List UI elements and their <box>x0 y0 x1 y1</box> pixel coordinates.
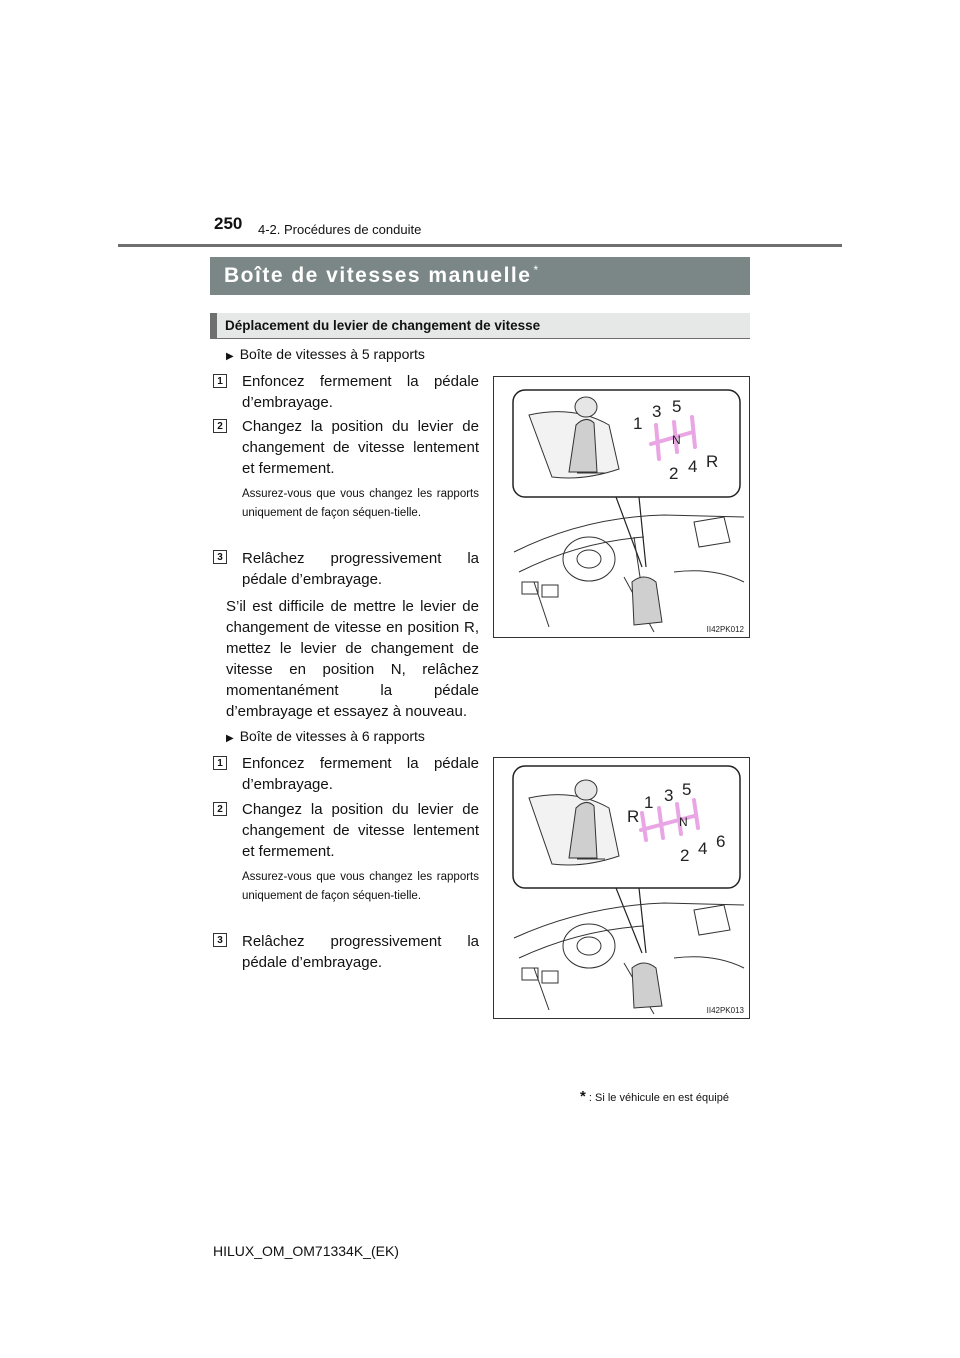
gear-label: 5 <box>672 397 682 416</box>
step-note: Assurez-vous que vous changez les rapports uniquement de façon séquen-tielle. <box>242 871 479 902</box>
page-title: Boîte de vitesses manuelle * <box>224 263 540 287</box>
document-code: HILUX_OM_OM71334K_(EK) <box>213 1243 399 1259</box>
footnote-marker: * <box>533 263 540 277</box>
step-text: Enfoncez fermement la pédale d’embrayage. <box>242 755 479 793</box>
reverse-tip: S’il est difficile de mettre le levier de changement de vitesse en position R, mettez le levier de changement de vitesse en position N, relâchez momentanément la pédale d’embrayage et essayez à nouveau. <box>226 598 479 720</box>
shift-pattern-diagram <box>494 758 751 1020</box>
section-label: 4-2. Procédures de conduite <box>258 222 422 237</box>
footnote-marker: * <box>580 1088 586 1105</box>
gear-label: 6 <box>716 832 726 851</box>
step-number: 1 <box>213 374 227 388</box>
footnote: * : Si le véhicule en est équipé <box>580 1088 729 1105</box>
figure-code: II42PK012 <box>706 625 744 634</box>
page-number: 250 <box>214 214 243 233</box>
gear-label: 3 <box>652 402 662 421</box>
header-rule <box>118 244 842 247</box>
step-note: Assurez-vous que vous changez les rapports uniquement de façon séquen-tielle. <box>242 488 479 519</box>
gear-label: 4 <box>698 839 708 858</box>
step-text: Enfoncez fermement la pédale d’embrayage. <box>242 373 479 411</box>
subsection-accent <box>210 313 217 338</box>
gear-label: 4 <box>688 457 698 476</box>
gear-label: N <box>672 433 681 447</box>
step-number: 1 <box>213 756 227 770</box>
gear-label: 5 <box>682 780 692 799</box>
step-number: 2 <box>213 802 227 816</box>
triangle-bullet-icon: ▶ <box>226 733 234 744</box>
five-speed-heading: ▶ Boîte de vitesses à 5 rapports <box>226 346 425 362</box>
step-number: 2 <box>213 419 227 433</box>
gear-label: R <box>706 452 719 471</box>
gear-label: N <box>679 815 688 829</box>
six-speed-heading: ▶ Boîte de vitesses à 6 rapports <box>226 728 425 744</box>
subsection-title: Déplacement du levier de changement de vitesse <box>225 318 541 333</box>
gear-label: 1 <box>633 414 643 433</box>
subsection-bar <box>210 313 750 339</box>
five-speed-illustration <box>493 376 750 638</box>
gear-label: 1 <box>644 793 654 812</box>
step-number: 3 <box>213 550 227 564</box>
title-bar <box>210 257 750 295</box>
six-speed-illustration <box>493 757 750 1019</box>
shift-pattern-diagram <box>494 377 751 639</box>
triangle-bullet-icon: ▶ <box>226 351 234 362</box>
step-text: Relâchez progressivement la pédale d’embrayage. <box>242 933 479 971</box>
gear-label: 2 <box>669 464 679 483</box>
gear-label: 2 <box>680 846 690 865</box>
figure-code: II42PK013 <box>706 1006 744 1015</box>
step-text: Changez la position du levier de changement de vitesse lentement et fermement. <box>242 801 479 860</box>
gear-label: R <box>627 807 640 826</box>
step-text: Changez la position du levier de changement de vitesse lentement et fermement. <box>242 418 479 477</box>
step-text: Relâchez progressivement la pédale d’embrayage. <box>242 550 479 588</box>
step-number: 3 <box>213 933 227 947</box>
gear-label: 3 <box>664 786 674 805</box>
